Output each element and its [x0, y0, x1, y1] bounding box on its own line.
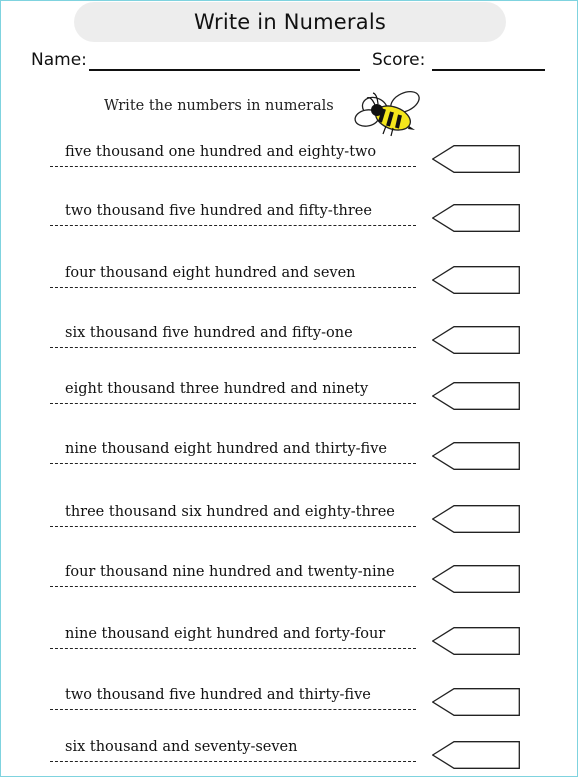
answer-box[interactable]: [432, 442, 520, 470]
question-row: [0, 441, 578, 481]
question-text: four thousand eight hundred and seven: [65, 265, 356, 281]
answer-box[interactable]: [432, 145, 520, 173]
question-text: five thousand one hundred and eighty-two: [65, 144, 377, 160]
instruction-text: Write the numbers in numerals: [104, 98, 334, 114]
dashed-line: [50, 463, 416, 464]
answer-box[interactable]: [432, 627, 520, 655]
question-text: two thousand five hundred and thirty-five: [65, 687, 371, 703]
question-row: [0, 504, 578, 544]
score-input-line[interactable]: [432, 69, 545, 71]
answer-box[interactable]: [432, 204, 520, 232]
question-row: [0, 325, 578, 365]
question-row: [0, 265, 578, 305]
answer-box[interactable]: [432, 266, 520, 294]
dashed-line: [50, 648, 416, 649]
question-row: [0, 564, 578, 604]
question-text: four thousand nine hundred and twenty-nine: [65, 564, 395, 580]
question-row: [0, 144, 578, 184]
answer-box[interactable]: [432, 326, 520, 354]
score-label: Score:: [372, 50, 426, 70]
dashed-line: [50, 166, 416, 167]
page-title: Write in Numerals: [193, 10, 386, 34]
answer-box[interactable]: [432, 382, 520, 410]
answer-box[interactable]: [432, 565, 520, 593]
dashed-line: [50, 225, 416, 226]
dashed-line: [50, 526, 416, 527]
question-row: [0, 739, 578, 779]
question-text: eight thousand three hundred and ninety: [65, 381, 369, 397]
question-text: six thousand five hundred and fifty-one: [65, 325, 353, 341]
dashed-line: [50, 287, 416, 288]
answer-box[interactable]: [432, 505, 520, 533]
dashed-line: [50, 347, 416, 348]
dashed-line: [50, 586, 416, 587]
dashed-line: [50, 709, 416, 710]
question-row: [0, 381, 578, 421]
name-label: Name:: [31, 50, 87, 70]
question-text: three thousand six hundred and eighty-three: [65, 504, 395, 520]
title-banner: [74, 2, 506, 42]
dashed-line: [50, 403, 416, 404]
name-input-line[interactable]: [89, 69, 360, 71]
answer-box[interactable]: [432, 688, 520, 716]
question-text: nine thousand eight hundred and forty-four: [65, 626, 386, 642]
dashed-line: [50, 761, 416, 762]
question-row: [0, 203, 578, 243]
question-text: nine thousand eight hundred and thirty-five: [65, 441, 388, 457]
question-row: [0, 687, 578, 727]
bee-icon: [353, 88, 425, 138]
question-row: [0, 626, 578, 666]
answer-box[interactable]: [432, 741, 520, 769]
header-row: [0, 50, 578, 76]
question-text: two thousand five hundred and fifty-three: [65, 203, 372, 219]
question-text: six thousand and seventy-seven: [65, 739, 298, 755]
